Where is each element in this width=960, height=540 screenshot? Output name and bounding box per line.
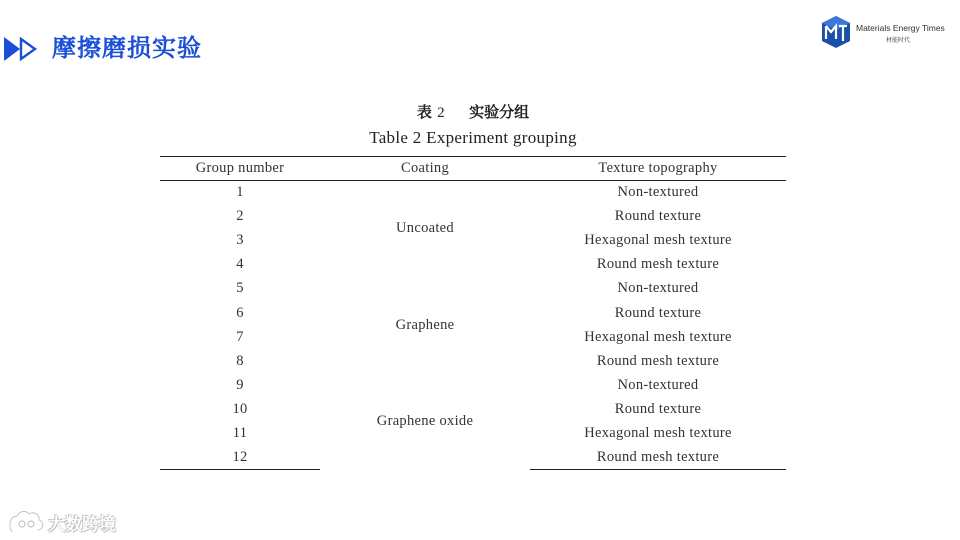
column-header-texture: Texture topography — [530, 157, 786, 181]
column-header-coating: Coating — [320, 157, 530, 181]
group-number-cell: 5 — [236, 280, 244, 297]
logo-name-en: Materials Energy Times — [856, 23, 945, 33]
watermark — [8, 508, 138, 536]
texture-cell: Round texture — [614, 208, 702, 225]
group-number-cell: 9 — [236, 376, 244, 393]
group-number-cell: 11 — [232, 424, 248, 441]
coating-cell: Graphene oxide — [376, 412, 474, 429]
table-row — [160, 277, 786, 301]
table-row — [160, 181, 786, 205]
texture-cell: Non-textured — [617, 376, 699, 393]
table-row — [160, 373, 786, 397]
group-number-cell: 7 — [236, 328, 244, 345]
cube-logo-icon — [818, 14, 854, 50]
texture-cell: Hexagonal mesh texture — [584, 424, 732, 441]
group-number-cell: 12 — [160, 446, 320, 470]
group-number-cell: 8 — [236, 352, 244, 369]
group-number-cell: 1 — [236, 184, 244, 201]
group-number-cell: 6 — [236, 304, 244, 321]
caption-cn-number: 2 — [437, 105, 445, 121]
texture-cell: Hexagonal mesh texture — [584, 232, 732, 249]
double-arrow-icon — [4, 37, 38, 61]
caption-cn-text: 实验分组 — [469, 103, 530, 121]
texture-cell: Round mesh texture — [596, 352, 720, 369]
coating-cell: Graphene — [395, 316, 455, 333]
group-number-cell: 2 — [236, 208, 244, 225]
texture-cell: Hexagonal mesh texture — [584, 328, 732, 345]
brand-logo — [818, 14, 948, 54]
texture-cell: Round mesh texture — [530, 446, 786, 470]
experiment-grouping-table — [160, 156, 786, 470]
table-header-row — [160, 157, 786, 181]
caption-cn-label: 表 — [416, 103, 432, 121]
group-number-cell: 10 — [232, 400, 248, 417]
group-number-cell: 3 — [236, 232, 244, 249]
texture-cell: Round texture — [614, 304, 702, 321]
watermark-text: 大数跨境 — [48, 515, 116, 535]
coating-cell: Uncoated — [396, 220, 454, 237]
texture-cell: Non-textured — [617, 184, 699, 201]
texture-cell: Round mesh texture — [596, 256, 720, 273]
page-title: 摩擦磨损实验 — [52, 34, 202, 62]
texture-cell: Non-textured — [617, 280, 699, 297]
cloud-logo-icon — [8, 508, 46, 536]
column-header-group-number: Group number — [160, 157, 320, 181]
table-caption-en: Table 2 Experiment grouping — [369, 128, 577, 147]
logo-name-cn: 材能时代 — [886, 37, 911, 44]
texture-cell: Round texture — [614, 400, 702, 417]
group-number-cell: 4 — [236, 256, 244, 273]
table-caption-cn — [0, 101, 946, 122]
